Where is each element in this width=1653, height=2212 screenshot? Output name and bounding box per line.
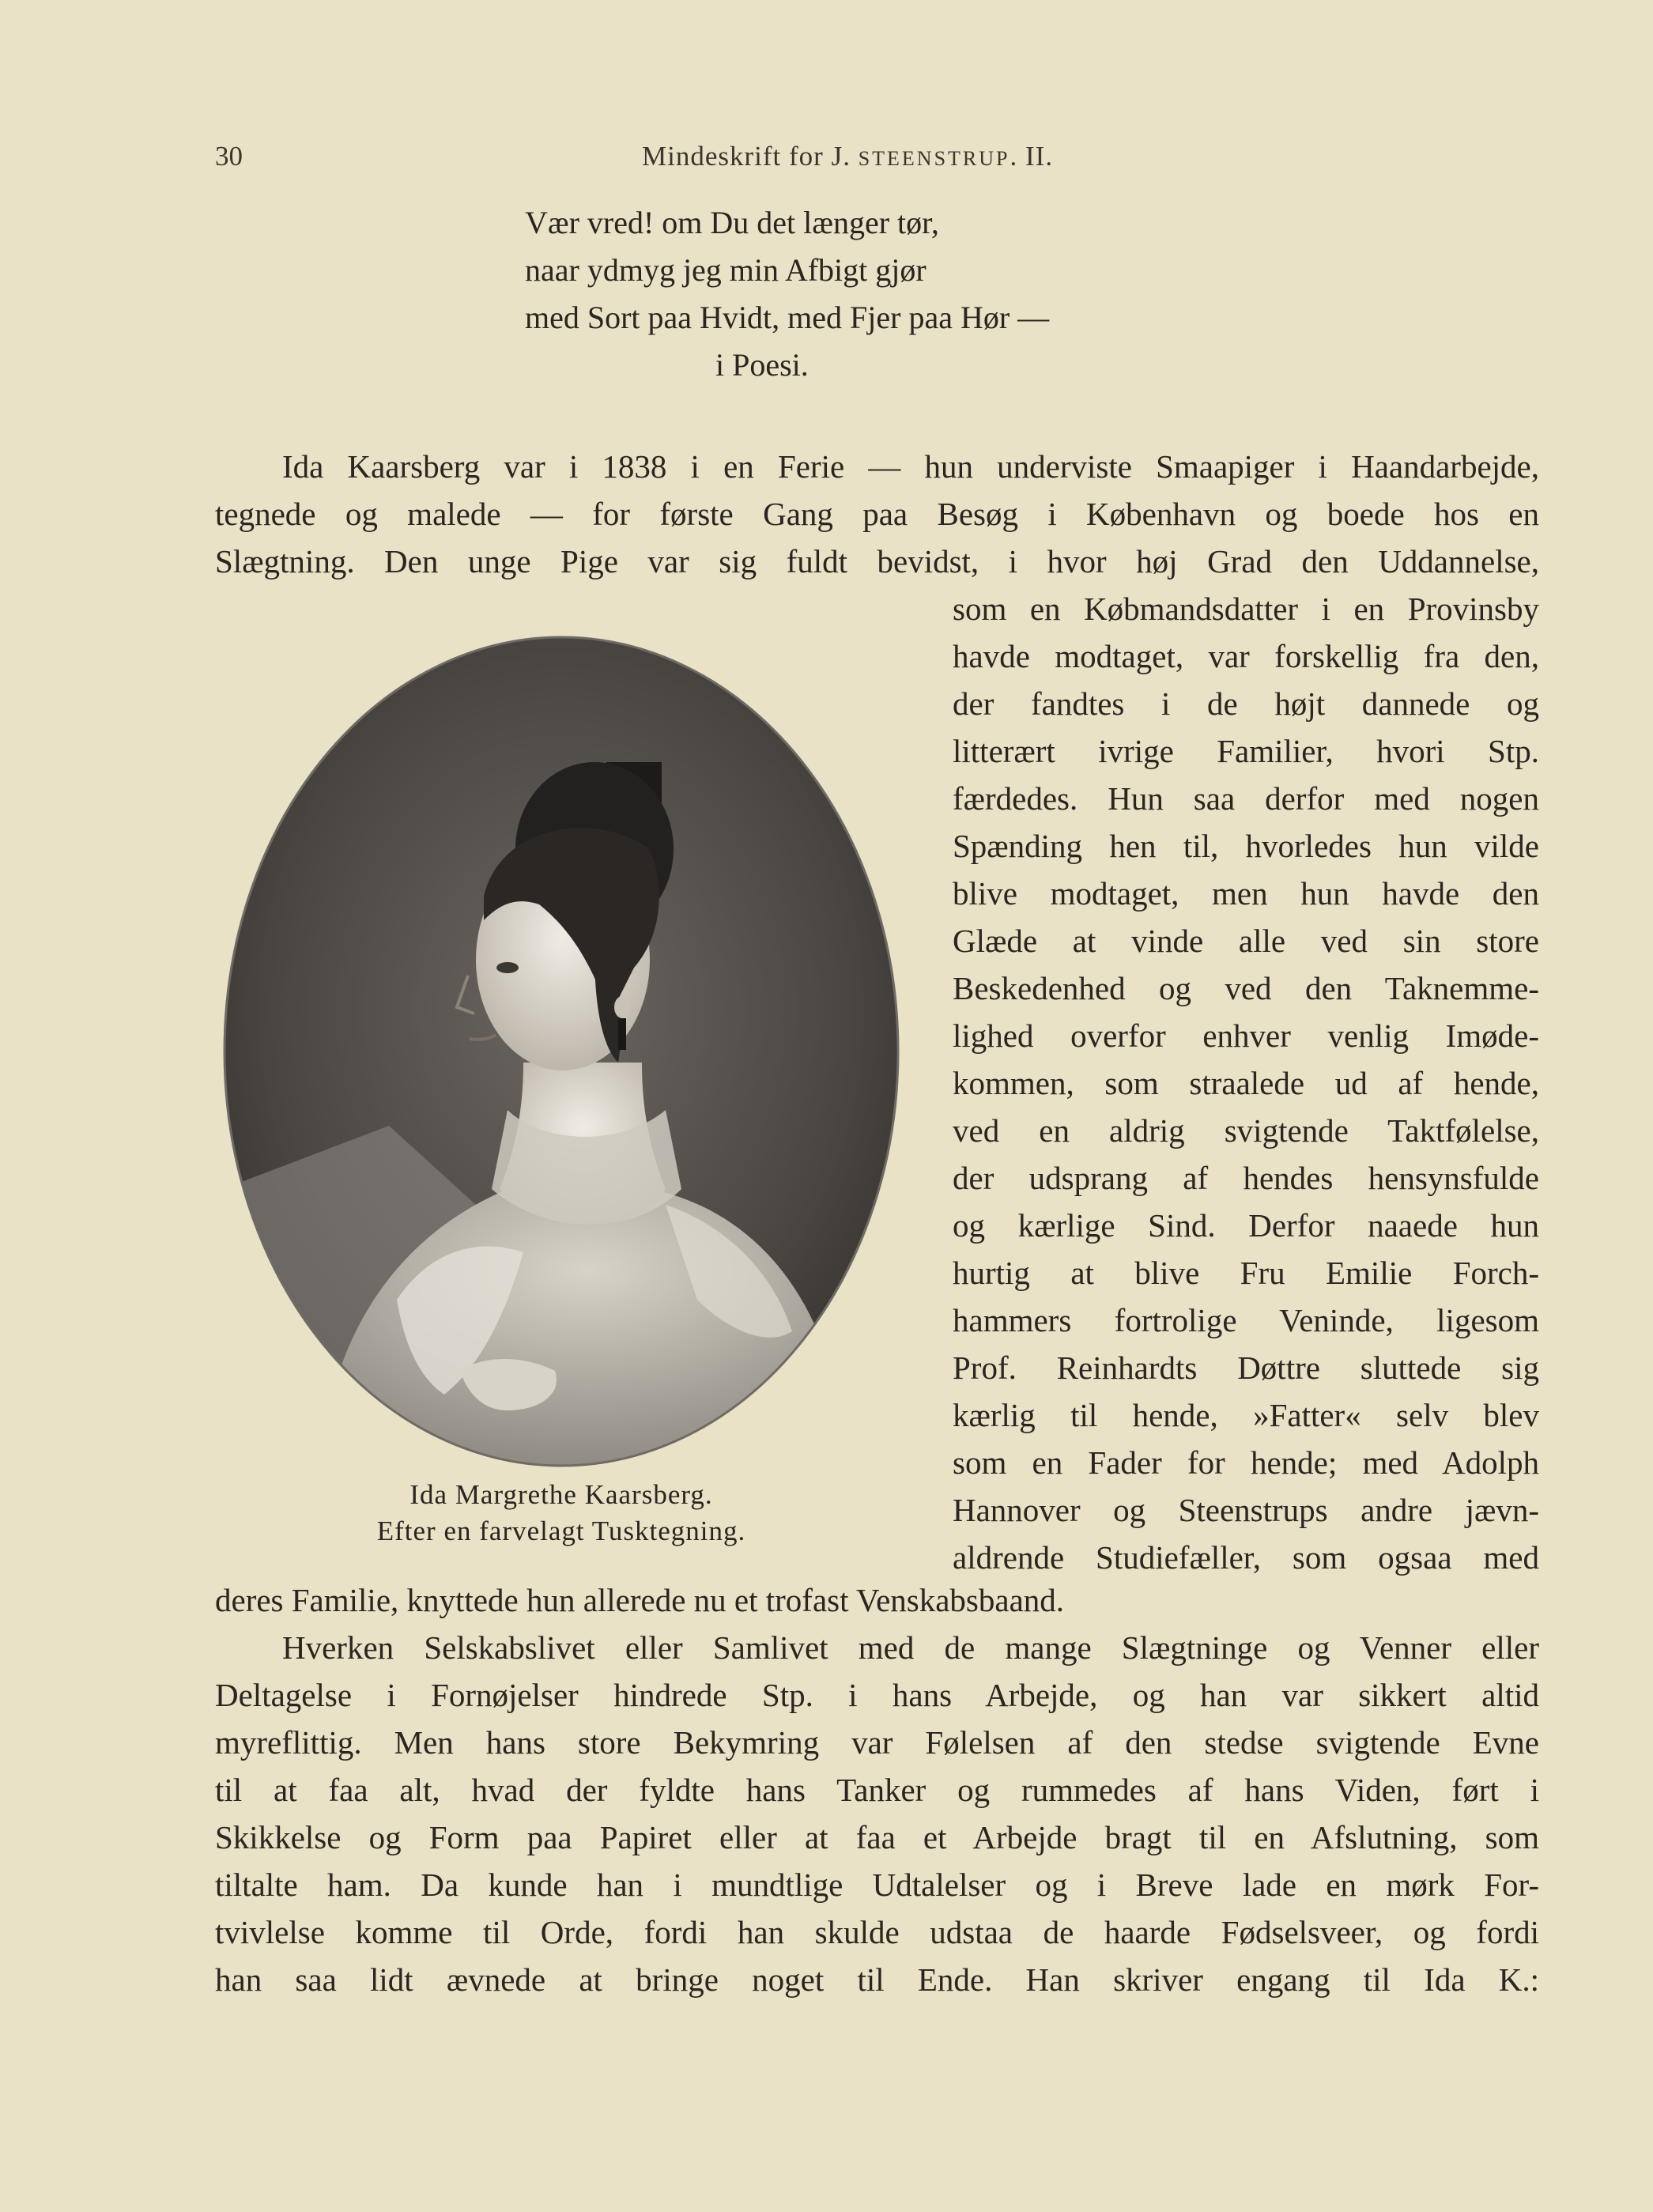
paragraph-1-full-width — [215, 443, 1539, 585]
caption-line-1: Ida Margrethe Kaarsberg. — [409, 1479, 713, 1510]
text-line: Beskedenhed og ved den Taknemme- — [953, 970, 1539, 1006]
paragraph-2 — [215, 1624, 1539, 2003]
text-line: Spænding hen til, hvorledes hun vilde — [953, 828, 1539, 864]
text-line: Skikkelse og Form paa Papiret eller at faa et Arbejde bragt til en Afslutning, som — [215, 1819, 1539, 1855]
poem-line: Vær vred! om Du det længer tør, — [525, 205, 939, 240]
paragraph-1-beside-portrait — [953, 585, 1539, 1581]
text-line: lighed overfor enhver venlig Imøde- — [953, 1017, 1539, 1054]
text-line: og kærlige Sind. Derfor naaede hun — [953, 1207, 1539, 1244]
text-line: som en Fader for hende; med Adolph — [953, 1444, 1539, 1481]
poem-line: med Sort paa Hvidt, med Fjer paa Hør — — [525, 300, 1050, 335]
text-line: som en Købmandsdatter i en Provinsby — [953, 591, 1539, 627]
text-line: færdedes. Hun saa derfor med nogen — [953, 780, 1539, 817]
text-line: Hverken Selskabslivet eller Samlivet med de mange Slægtninge og Venner eller — [282, 1629, 1539, 1666]
text-line: litterært ivrige Familier, hvori Stp. — [953, 733, 1539, 769]
running-title-prefix: Mindeskrift for J. — [642, 141, 859, 172]
text-line: tiltalte ham. Da kunde han i mundtlige Udtalelser og i Breve lade en mørk For- — [215, 1867, 1539, 1903]
text-line: ved en aldrig svigtende Taktfølelse, — [953, 1112, 1539, 1149]
text-line: deres Familie, knyttede hun allerede nu et trofast Venskabsbaand. — [215, 1582, 1065, 1618]
figure-caption — [237, 1477, 885, 1550]
text-line: hammers fortrolige Veninde, ligesom — [953, 1302, 1539, 1338]
text-line: kommen, som straalede ud af hende, — [953, 1065, 1539, 1101]
text-line: blive modtaget, men hun havde den — [953, 875, 1539, 912]
text-line: tegnede og malede — for første Gang paa Besøg i København og boede hos en — [215, 496, 1539, 532]
text-line: aldrende Studiefæller, som ogsaa med — [953, 1539, 1539, 1576]
text-line: hurtig at blive Fru Emilie Forch- — [953, 1255, 1539, 1291]
caption-line-2: Efter en farvelagt Tusktegning. — [376, 1516, 746, 1546]
text-line: Ida Kaarsberg var i 1838 i en Ferie — hun underviste Smaapiger i Haandarbejde, — [282, 448, 1539, 485]
text-line: der fandtes i de højt dannede og — [953, 685, 1539, 722]
text-line: Glæde at vinde alle ved sin store — [953, 923, 1539, 959]
portrait-image — [223, 636, 900, 1467]
text-line: Hannover og Steenstrups andre jævn- — [953, 1492, 1539, 1528]
portrait-illustration — [223, 636, 900, 1467]
text-line: havde modtaget, var forskellig fra den, — [953, 638, 1539, 674]
running-title-name: STEENSTRUP — [858, 147, 1010, 170]
text-line: der udsprang af hendes hensynsfulde — [953, 1160, 1539, 1196]
text-line: han saa lidt ævnede at bringe noget til Ende. Han skriver engang til Ida K.: — [215, 1961, 1539, 1998]
text-line: Slægtning. Den unge Pige var sig fuldt bevidst, i hvor høj Grad den Uddannelse, — [215, 543, 1539, 579]
paragraph-1-end — [215, 1576, 1539, 1624]
text-line: Prof. Reinhardts Døttre sluttede sig — [953, 1349, 1539, 1386]
text-line: myreflittig. Men hans store Bekymring var Følelsen af den stedse svigtende Evne — [215, 1724, 1539, 1761]
poem-line: i Poesi. — [715, 347, 809, 383]
page-header — [215, 141, 1511, 188]
text-line: til at faa alt, hvad der fyldte hans Tanker og rummedes af hans Viden, ført i — [215, 1772, 1539, 1808]
page-number: 30 — [215, 141, 243, 172]
poem-line: naar ydmyg jeg min Afbigt gjør — [525, 252, 927, 288]
text-line: kærlig til hende, »Fatter« selv blev — [953, 1397, 1539, 1433]
text-line: tvivlelse komme til Orde, fordi han skulde udstaa de haarde Fødselsveer, og fordi — [215, 1914, 1539, 1950]
text-line: Deltagelse i Fornøjelser hindrede Stp. i hans Arbejde, og han var sikkert altid — [215, 1677, 1539, 1713]
running-title — [642, 141, 1053, 172]
running-title-suffix: . II. — [1010, 141, 1054, 172]
